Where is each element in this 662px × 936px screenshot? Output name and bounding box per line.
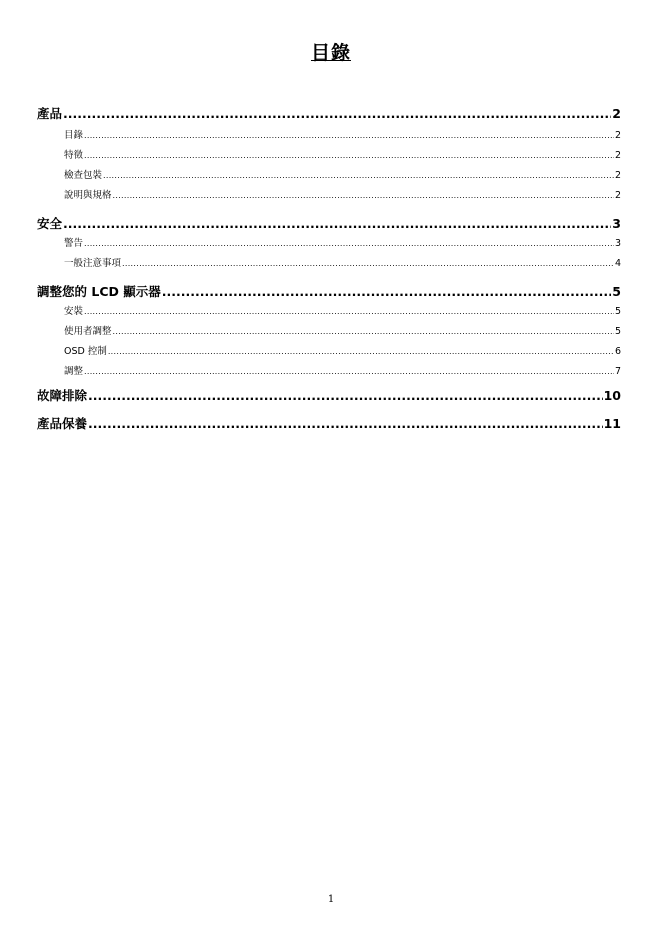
toc-entry-label: 安全 bbox=[37, 216, 63, 231]
toc-leader-dots bbox=[84, 367, 614, 376]
toc-leader-dots bbox=[84, 131, 614, 140]
toc-entry-label: 產品保養 bbox=[37, 416, 88, 431]
toc-entry-label: 目錄 bbox=[64, 130, 84, 141]
toc-entry-features[interactable] bbox=[37, 147, 621, 161]
toc-leader-dots bbox=[113, 327, 614, 336]
toc-entry-label: 故障排除 bbox=[37, 388, 88, 403]
toc-entry-adjustment[interactable] bbox=[37, 363, 621, 377]
toc-entry-specifications[interactable] bbox=[37, 187, 621, 201]
toc-entry-page: 5 bbox=[614, 306, 621, 317]
toc-entry-page: 2 bbox=[614, 130, 621, 141]
toc-entry-page: 2 bbox=[614, 150, 621, 161]
toc-entry-label: 檢查包裝 bbox=[64, 170, 103, 181]
toc-entry-check-package[interactable] bbox=[37, 167, 621, 181]
toc-entry-page: 11 bbox=[603, 416, 621, 431]
toc-leader-dots bbox=[108, 347, 614, 356]
toc-entry-page: 3 bbox=[612, 216, 621, 231]
toc-leader-dots bbox=[103, 171, 614, 180]
toc-leader-dots bbox=[84, 239, 614, 248]
toc-entry-installation[interactable] bbox=[37, 303, 621, 317]
toc-entry-label: 一般注意事項 bbox=[64, 258, 122, 269]
toc-entry-label: 特徵 bbox=[64, 150, 84, 161]
toc-entry-user-adjustment[interactable] bbox=[37, 323, 621, 337]
toc-entry-products[interactable] bbox=[37, 104, 621, 122]
toc-entry-label: 安裝 bbox=[64, 306, 84, 317]
toc-entry-page: 6 bbox=[614, 346, 621, 357]
toc-entry-label: 使用者調整 bbox=[64, 326, 112, 337]
toc-entry-label: 產品 bbox=[37, 106, 63, 121]
toc-entry-troubleshooting[interactable] bbox=[37, 386, 621, 404]
toc-entry-label: OSD 控制 bbox=[64, 346, 107, 357]
toc-leader-dots bbox=[63, 106, 611, 121]
toc-leader-dots bbox=[84, 307, 614, 316]
toc-entry-page: 5 bbox=[612, 284, 621, 299]
toc-entry-page: 2 bbox=[612, 106, 621, 121]
toc-entry-label: 調整 bbox=[64, 366, 84, 377]
toc-entry-osd-control[interactable] bbox=[37, 343, 621, 357]
toc-entry-contents[interactable] bbox=[37, 127, 621, 141]
toc-entry-label: 警告 bbox=[64, 238, 84, 249]
toc-leader-dots bbox=[84, 151, 614, 160]
toc-entry-page: 2 bbox=[614, 170, 621, 181]
toc-entry-page: 4 bbox=[614, 258, 621, 269]
toc-leader-dots bbox=[63, 216, 611, 231]
toc-leader-dots bbox=[113, 191, 614, 200]
page-title: 目錄 bbox=[310, 42, 351, 64]
toc-entry-maintenance[interactable] bbox=[37, 414, 621, 432]
toc-leader-dots bbox=[88, 416, 603, 431]
toc-entry-label: 調整您的 LCD 顯示器 bbox=[37, 284, 161, 299]
toc-entry-warning[interactable] bbox=[37, 235, 621, 249]
toc-leader-dots bbox=[122, 259, 614, 268]
page-number: 1 bbox=[327, 894, 335, 905]
toc-entry-page: 10 bbox=[603, 388, 621, 403]
toc-entry-general-precautions[interactable] bbox=[37, 255, 621, 269]
toc-leader-dots bbox=[88, 388, 603, 403]
toc-entry-safety[interactable] bbox=[37, 214, 621, 232]
toc-leader-dots bbox=[162, 284, 612, 299]
toc-entry-page: 5 bbox=[614, 326, 621, 337]
toc-entry-label: 說明與規格 bbox=[64, 190, 112, 201]
toc-entry-adjust-lcd[interactable] bbox=[37, 282, 621, 300]
toc-entry-page: 2 bbox=[614, 190, 621, 201]
toc-entry-page: 3 bbox=[614, 238, 621, 249]
toc-entry-page: 7 bbox=[614, 366, 621, 377]
